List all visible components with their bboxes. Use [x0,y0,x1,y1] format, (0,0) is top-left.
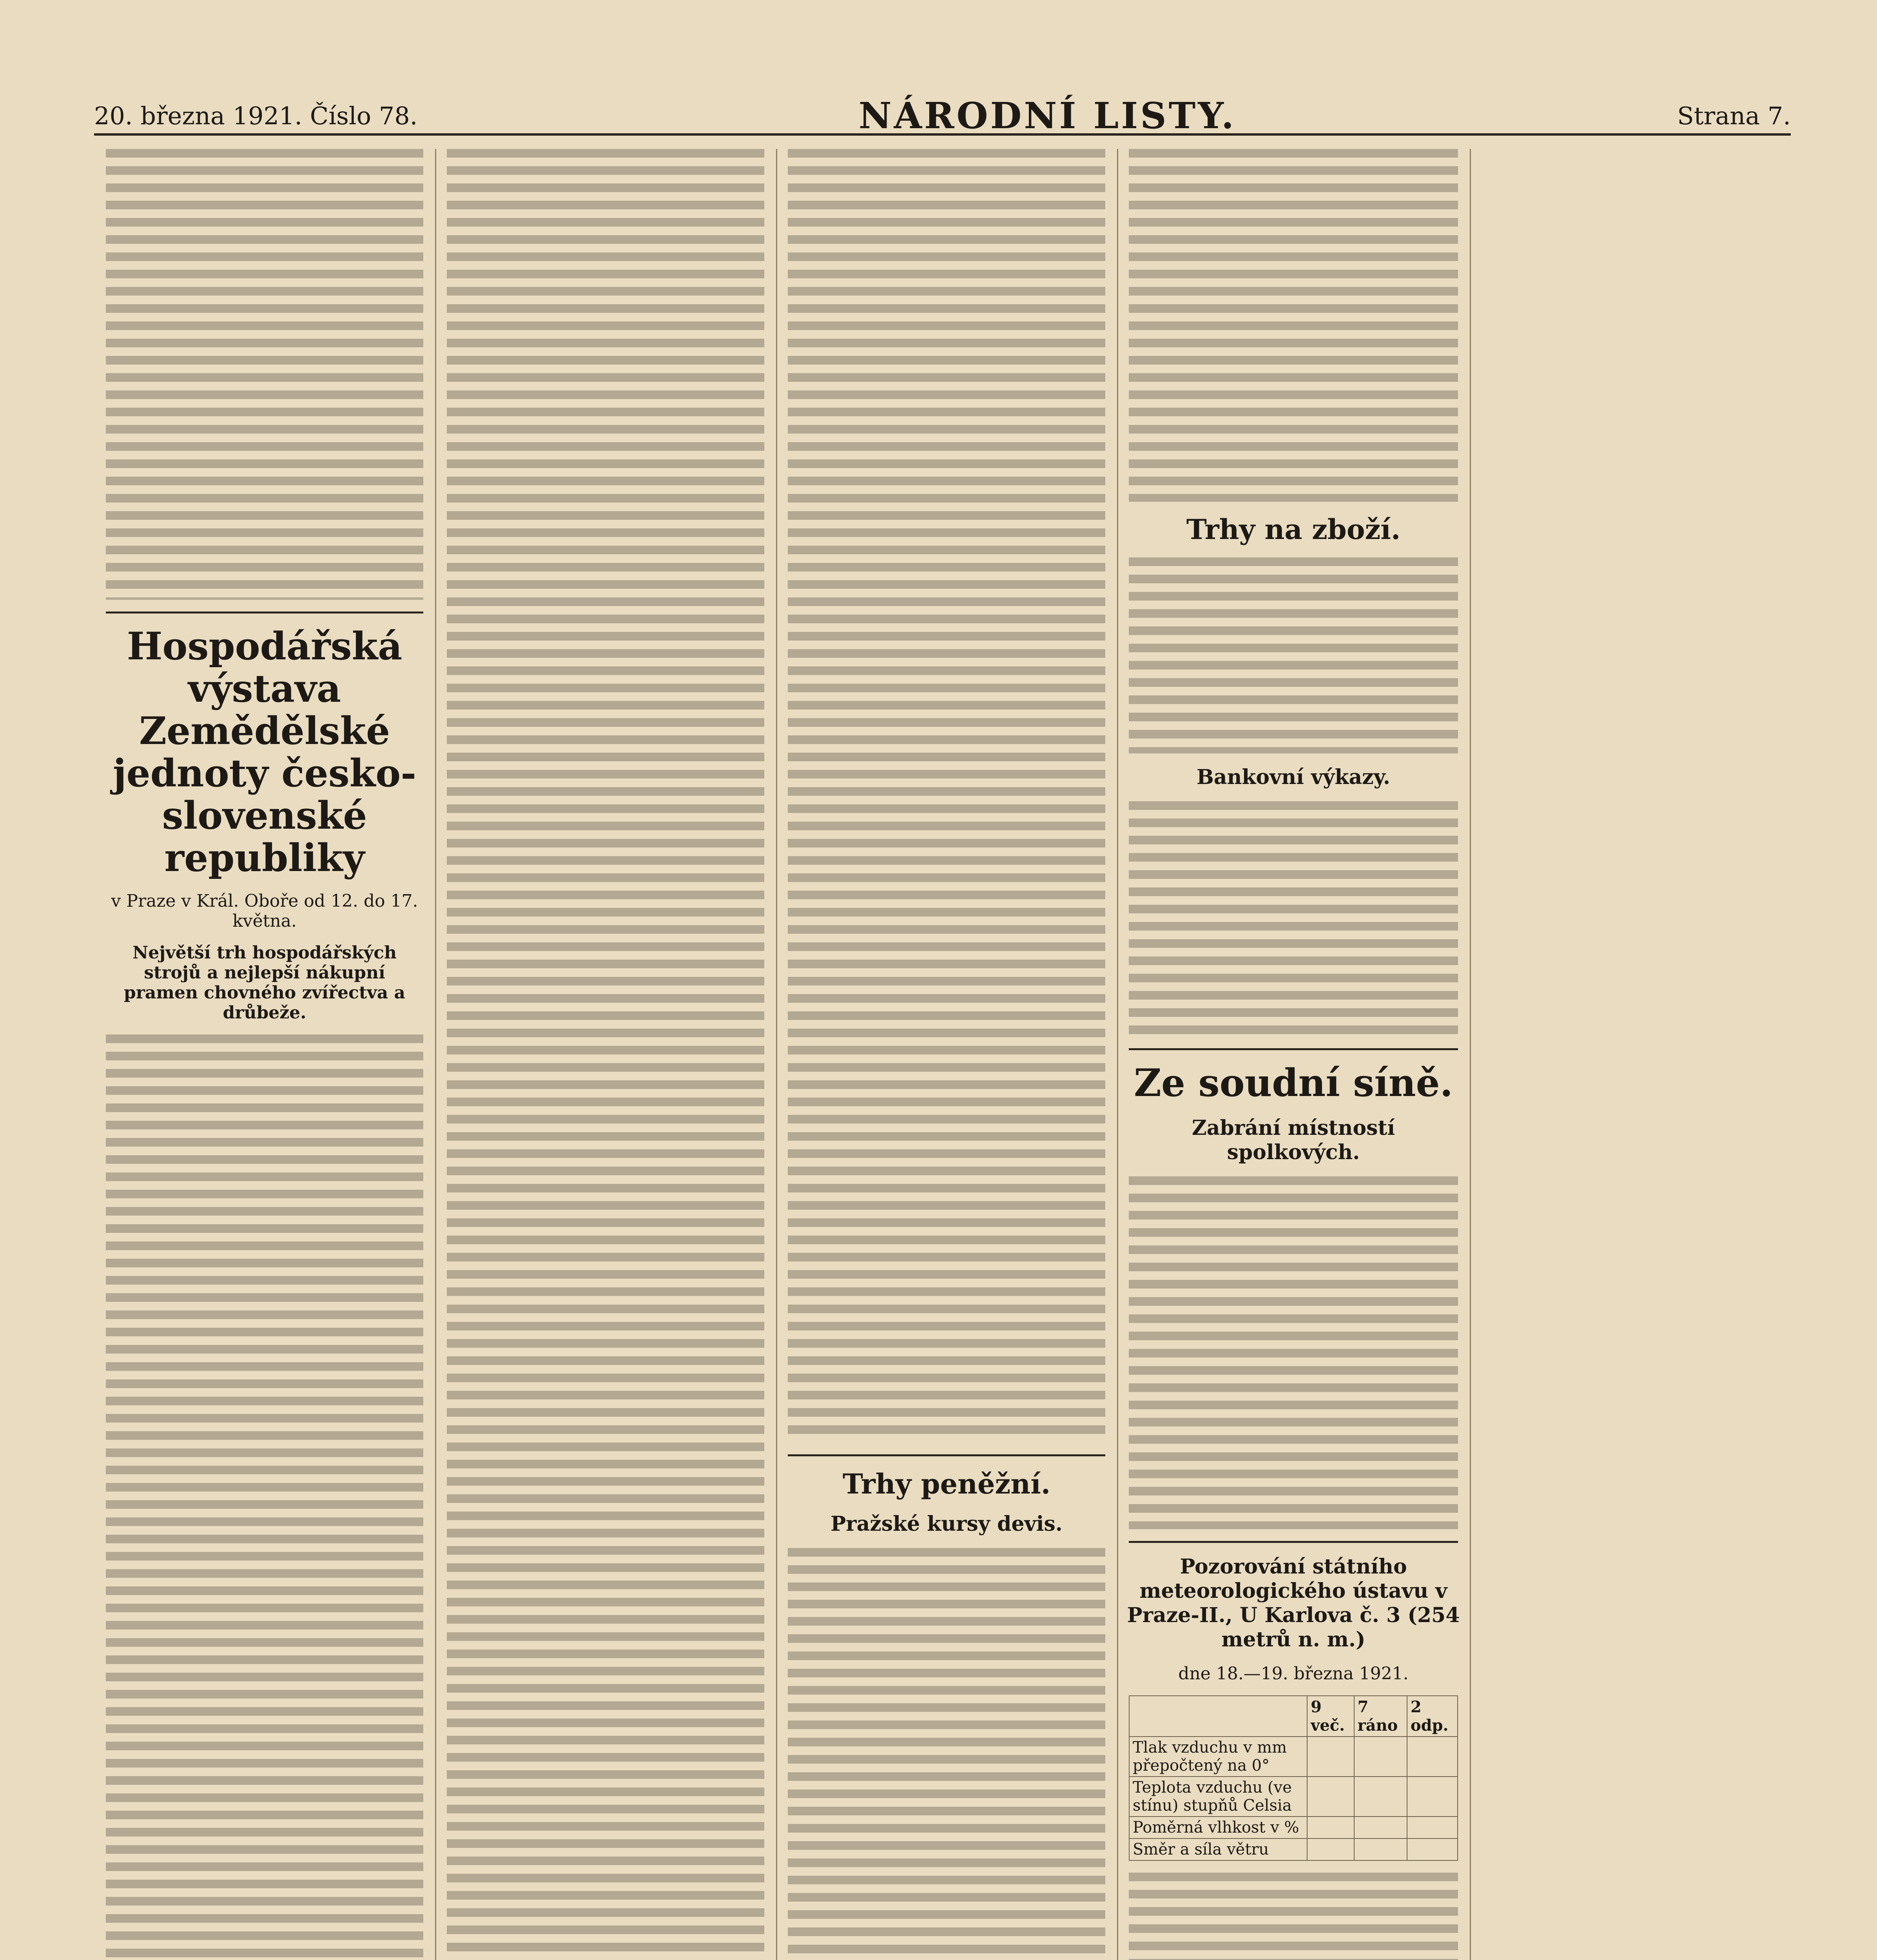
table-cell [1407,1817,1458,1838]
weather-table [1129,1695,1458,1861]
section-heading: Ze soudní síně. [1133,1061,1453,1105]
table-cell: Teplota vzduchu (ve stínu) stupňů Celsia [1129,1777,1307,1817]
column-2 [435,149,777,1960]
article-text [788,149,1105,1443]
table-row [1129,1817,1458,1838]
section-heading: Bankovní výkazy. [1196,765,1391,789]
table-cell [1354,1838,1407,1860]
table-header-row [1129,1696,1458,1737]
article-text [1129,1873,1458,1960]
table-row [1129,1777,1458,1817]
table-header: 7 ráno [1354,1696,1407,1737]
section-heading: Trhy peněžní. [842,1468,1051,1500]
table-cell: Poměrná vlhkost v % [1129,1817,1307,1838]
table-cell [1354,1737,1407,1777]
article-text [1129,1176,1458,1529]
table-cell [1354,1817,1407,1838]
column-1 [94,149,436,1960]
table-cell [1354,1777,1407,1817]
table-cell [1307,1777,1354,1817]
masthead [94,94,1791,137]
divider [1129,1048,1458,1050]
article-text [1129,149,1458,502]
table-cell [1407,1777,1458,1817]
article-text [1129,557,1458,753]
section-subheading: Pražské kursy devis. [831,1512,1063,1536]
divider [1129,1541,1458,1543]
table-header [1129,1696,1307,1737]
table-cell: Tlak vzduchu v mm přepočtený na 0° [1129,1737,1307,1777]
table-cell [1407,1737,1458,1777]
article-text [106,1034,423,1960]
weather-heading: Pozorování státního meteorologického ústavu v Praze-II., U Karlova č. 3 (254 metrů n. m.) [1127,1555,1460,1651]
table-header: 9 več. [1307,1696,1354,1737]
ad-headline: Hospodářská výstava Zemědělské jednoty česko-slovenské republiky [112,624,417,880]
table-row [1129,1737,1458,1777]
article-text [106,149,423,600]
ad-tagline: Největší trh hospodářských strojů a nejlepší nákupní pramen chovného zvířectva a drůbeže. [123,943,406,1023]
column-4 [1117,149,1471,1960]
divider [106,612,423,613]
table-cell [1307,1838,1354,1860]
newspaper-title: NÁRODNÍ LISTY. [858,94,1237,137]
table-cell: Směr a síla větru [1129,1838,1307,1860]
column-3 [776,149,1118,1960]
article-text [1129,801,1458,1036]
ad-subheadline: v Praze v Král. Oboře od 12. do 17. května. [111,891,418,931]
issue-date: 20. března 1921. Číslo 78. [94,101,418,130]
table-cell [1307,1737,1354,1777]
divider [788,1454,1105,1456]
article-text [447,149,764,1960]
weather-date: dne 18.—19. března 1921. [1178,1664,1409,1684]
table-cell [1407,1838,1458,1860]
rates-table-text [788,1548,1105,1960]
section-heading: Trhy na zboží. [1186,513,1401,546]
table-cell [1307,1817,1354,1838]
table-header: 2 odp. [1407,1696,1458,1737]
section-subheading: Zabrání místností spolkových. [1191,1116,1395,1164]
table-row [1129,1838,1458,1860]
page-number: Strana 7. [1677,101,1791,130]
